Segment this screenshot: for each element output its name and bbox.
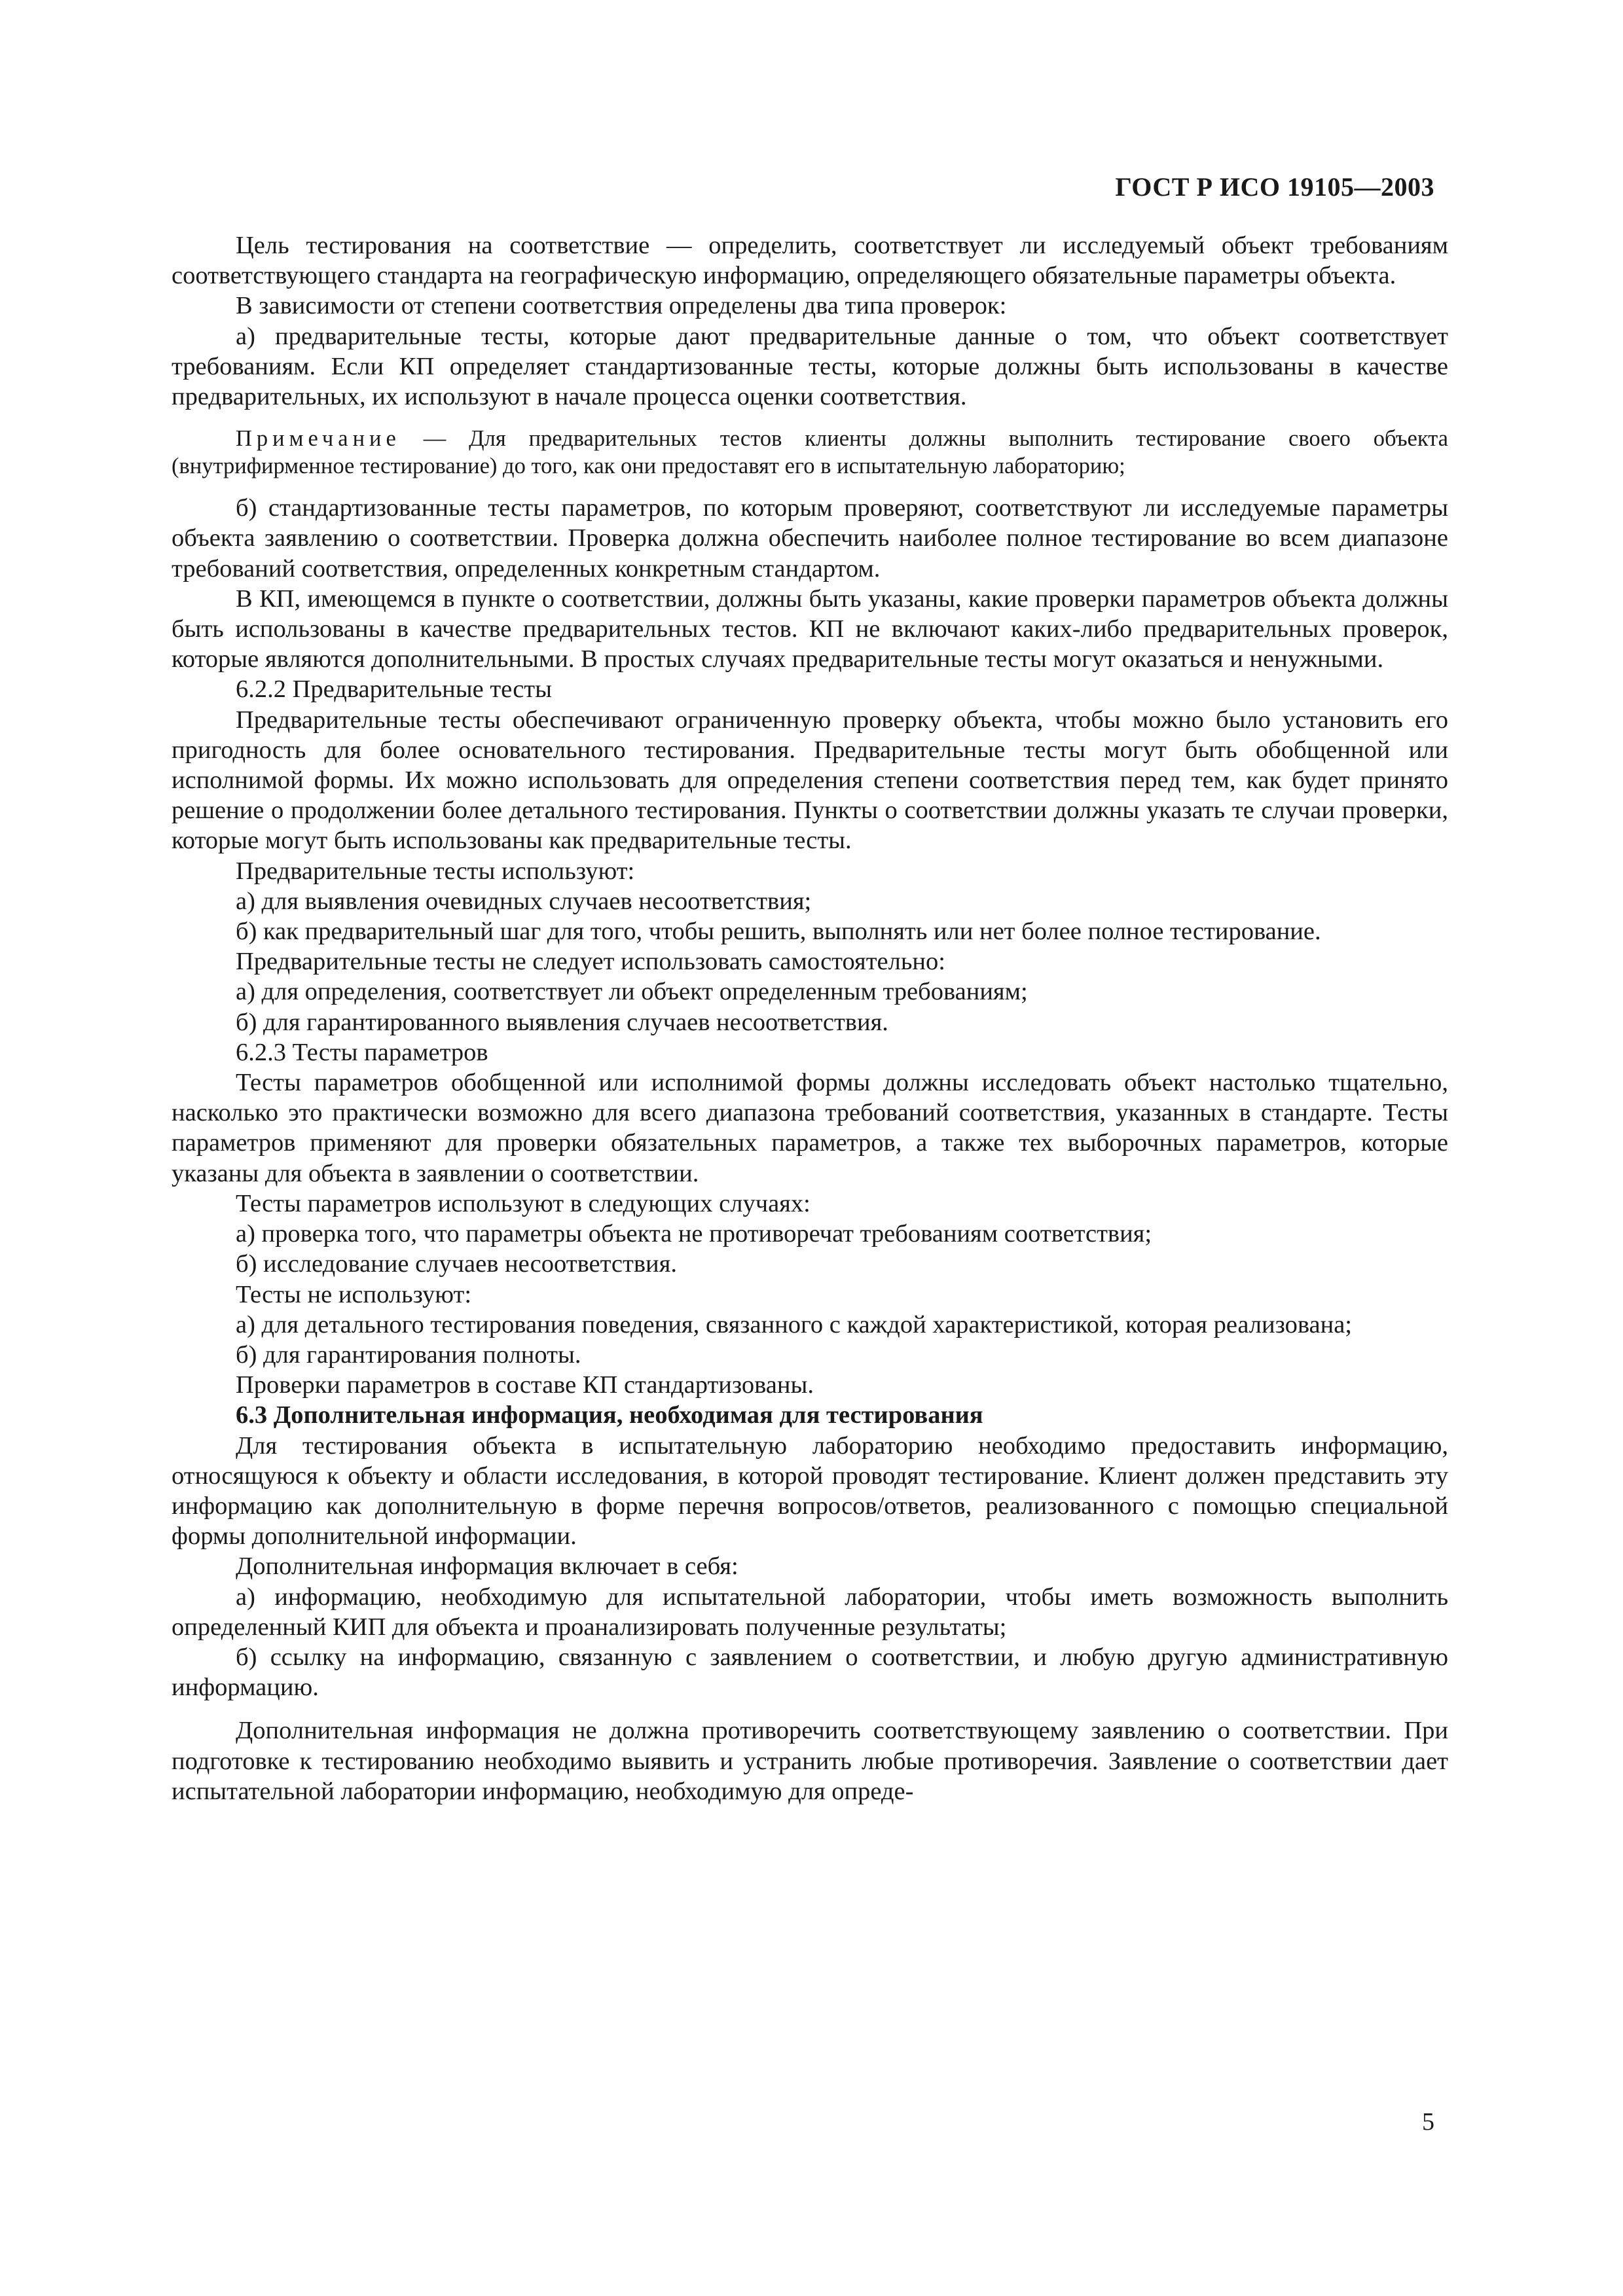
list-item: б) для гарантированного выявления случаев несоответствия. bbox=[236, 1008, 888, 1036]
paragraph: Дополнительная информация не должна противоречить соответствующему заявлению о соответствии. При подготовке к тестированию необходимо выявить и устранить любые противоречия. Заявление о соответствии дает испытательной лаборатории информацию, необходимую для опреде- bbox=[172, 1717, 1448, 1805]
list-item: а) проверка того, что параметры объекта не противоречат требованиям соответствия; bbox=[236, 1220, 1152, 1248]
paragraph: Для тестирования объекта в испытательную лабораторию необходимо предоставить информацию, относящуюся к объекту и области исследования, в которой проводят тестирование. Клиент должен представить эту информацию как дополнительную в форме перечня вопросов/ответов, реализованного с помощью специальной формы дополнительной информации. bbox=[172, 1431, 1448, 1551]
list-item: б) ссылку на информацию, связанную с заявлением о соответствии, и любую другую административную информацию. bbox=[172, 1643, 1448, 1702]
note-text: — Для предварительных тестов клиенты должны выполнить тестирование своего объекта (внутрифирменное тестирование) до того, как они предоставят его в испытательную лабораторию; bbox=[172, 426, 1448, 479]
list-item: б) для гарантирования полноты. bbox=[236, 1340, 581, 1369]
paragraph: Проверки параметров в составе КП стандартизованы. bbox=[236, 1371, 814, 1399]
paragraph: Предварительные тесты обеспечивают ограниченную проверку объекта, чтобы можно было установить его пригодность для более основательного тестирования. Предварительные тесты могут быть обобщенной или исполнимой формы. Их можно использовать для определения степени соответствия перед тем, как будет принято решение о продолжении более детального тестирования. Пункты о соответствии должны указать те случаи проверки, которые могут быть использованы как предварительные тесты. bbox=[172, 706, 1448, 855]
paragraph: Тесты не используют: bbox=[236, 1280, 472, 1308]
paragraph: Цель тестирования на соответствие — определить, соответствует ли исследуемый объект требованиям соответствующего стандарта на географическую информацию, определяющего обязательные параметры объекта. bbox=[172, 232, 1448, 290]
list-item: а) для детального тестирования поведения, связанного с каждой характеристикой, которая реализована; bbox=[236, 1310, 1352, 1338]
list-item: б) как предварительный шаг для того, чтобы решить, выполнять или нет более полное тестирование. bbox=[236, 918, 1321, 946]
section-heading: 6.2.2 Предварительные тесты bbox=[236, 675, 552, 704]
page-number: 5 bbox=[1422, 2108, 1434, 2136]
paragraph: В КП, имеющемся в пункте о соответствии, должны быть указаны, какие проверки параметров объекта должны быть использованы в качестве предварительных тестов. КП не включают каких-либо предварительных проверок, которые являются дополнительными. В простых случаях предварительные тесты могут оказаться и ненужными. bbox=[172, 584, 1448, 673]
list-item: б) стандартизованные тесты параметров, по которым проверяют, соответствуют ли исследуемые параметры объекта заявлению о соответствии. Проверка должна обеспечить наиболее полное тестирование во всем диапазоне требований соответствия, определенных конкретным стандартом. bbox=[172, 494, 1448, 583]
paragraph: В зависимости от степени соответствия определены два типа проверок: bbox=[236, 292, 1007, 320]
list-item: а) для выявления очевидных случаев несоответствия; bbox=[236, 887, 812, 915]
note bbox=[172, 425, 1448, 480]
paragraph: Предварительные тесты используют: bbox=[236, 857, 635, 885]
section-heading-bold: 6.3 Дополнительная информация, необходимая для тестирования bbox=[236, 1401, 983, 1429]
list-item: б) исследование случаев несоответствия. bbox=[236, 1250, 677, 1278]
paragraph: Тесты параметров обобщенной или исполнимой формы должны исследовать объект настолько тщательно, насколько это практически возможно для всего диапазона требований соответствия, указанных в стандарте. Тесты параметров применяют для проверки обязательных параметров, а также тех выборочных параметров, которые указаны для объекта в заявлении о соответствии. bbox=[172, 1069, 1448, 1187]
paragraph: Дополнительная информация включает в себя: bbox=[236, 1552, 739, 1581]
standard-header: ГОСТ Р ИСО 19105—2003 bbox=[1115, 172, 1434, 202]
paragraph: Предварительные тесты не следует использовать самостоятельно: bbox=[236, 948, 945, 976]
section-heading: 6.2.3 Тесты параметров bbox=[236, 1038, 488, 1066]
list-item: а) предварительные тесты, которые дают предварительные данные о том, что объект соответствует требованиям. Если КП определяет стандартизованные тесты, которые должны быть использованы в качестве предварительных, их используют в начале процесса оценки соответствия. bbox=[172, 322, 1448, 411]
body-text bbox=[172, 230, 1448, 1806]
paragraph: Тесты параметров используют в следующих случаях: bbox=[236, 1189, 811, 1217]
note-label: Примечание bbox=[236, 426, 401, 452]
list-item: а) информацию, необходимую для испытательной лаборатории, чтобы иметь возможность выполнить определенный КИП для объекта и проанализировать полученные результаты; bbox=[172, 1583, 1448, 1641]
list-item: а) для определения, соответствует ли объект определенным требованиям; bbox=[236, 978, 1028, 1006]
